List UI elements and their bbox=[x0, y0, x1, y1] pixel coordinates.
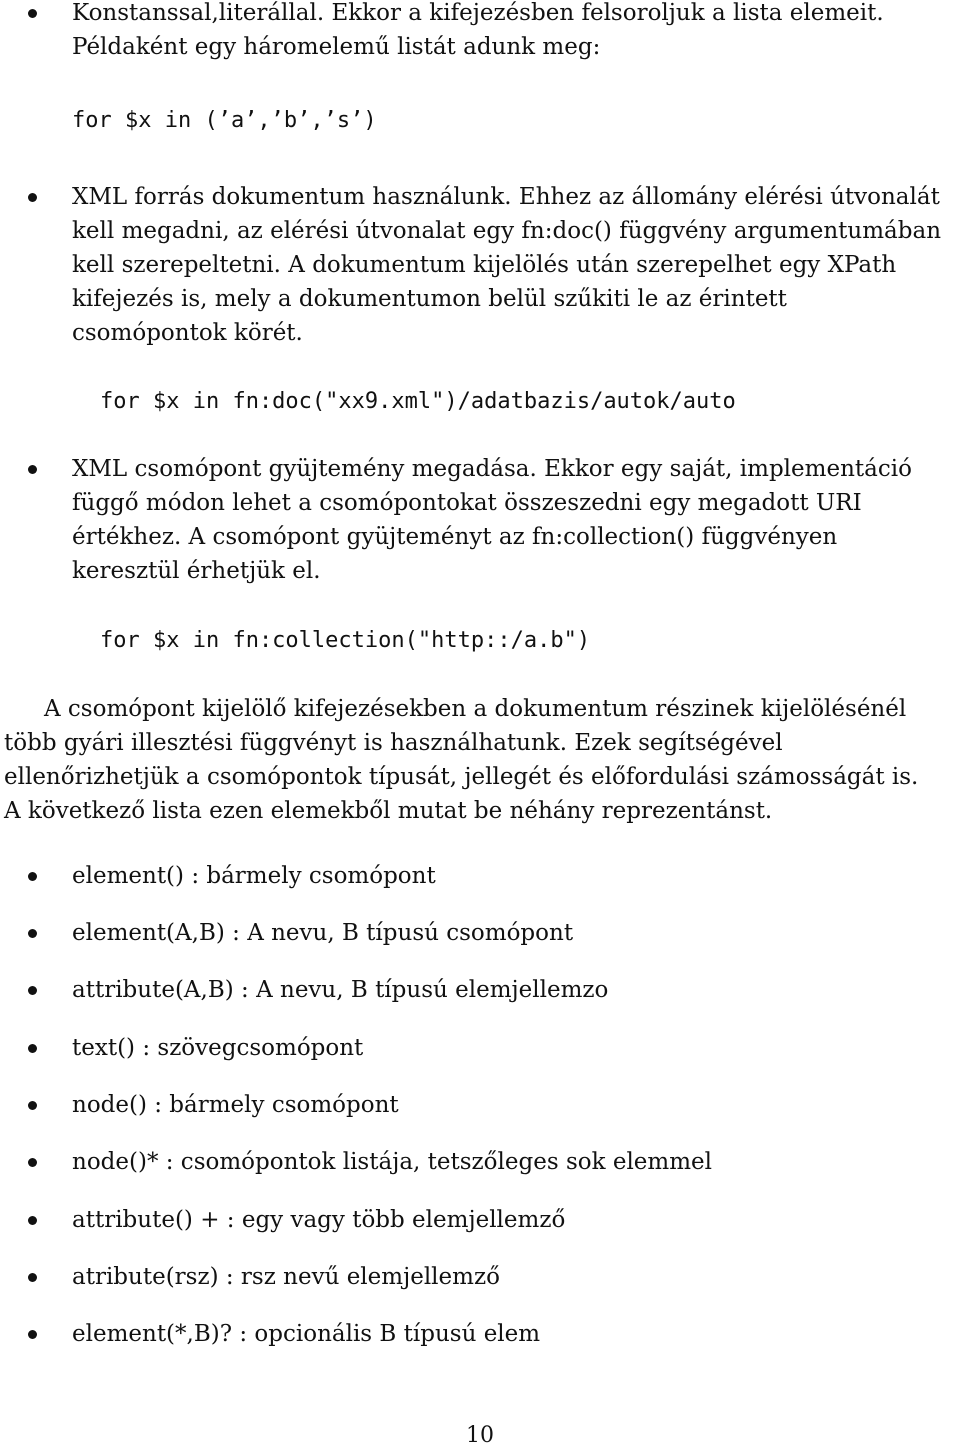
body-paragraph bbox=[4, 692, 936, 828]
bullet-dot bbox=[28, 9, 37, 18]
bullet-dot bbox=[28, 1330, 37, 1339]
bullet-dot bbox=[28, 1158, 37, 1167]
bullet-dot bbox=[28, 193, 37, 202]
list-item-text: attribute(A,B) : A nevu, B típusú elemjellemzo bbox=[72, 977, 609, 1003]
page-number: 10 bbox=[466, 1423, 494, 1448]
code-line-collection: for $x in fn:collection("http::/a.b") bbox=[100, 628, 591, 653]
bullet-dot bbox=[28, 1101, 37, 1110]
bullet-dot bbox=[28, 465, 37, 474]
list-item-text: element(*,B)? : opcionális B típusú elem bbox=[72, 1321, 541, 1347]
bullet-dot bbox=[28, 929, 37, 938]
list-item-text: attribute() + : egy vagy több elemjellemző bbox=[72, 1207, 566, 1233]
code-line-literal: for $x in (’a’,’b’,’s’) bbox=[72, 108, 377, 133]
bullet-text: Konstanssal,literállal. Ekkor a kifejezésben felsoroljuk a lista elemeit. Példaként egy háromelemű listát adunk meg: bbox=[72, 0, 884, 60]
bullet-text: XML forrás dokumentum használunk. Ehhez az állomány elérési útvonalát kell megadni, az elérési útvonalat egy fn:doc() függvény argumentumában kell szerepeltetni. A dokumentum kijelölés után szerepelhet egy XPath kifejezés is, mely a dokumentumon belül szűkiti le az érintett csomópontok körét. bbox=[72, 184, 942, 346]
code-line-doc: for $x in fn:doc("xx9.xml")/adatbazis/autok/auto bbox=[100, 389, 736, 414]
bullet-dot bbox=[28, 872, 37, 881]
paragraph-text: A csomópont kijelölő kifejezésekben a dokumentum részinek kijelölésénél több gyári illesztési függvényt is használhatunk. Ezek segítségével ellenőrizhetjük a csomópontok típusát, jellegét és előfordulási számosságát is. A következő lista ezen elemekből mutat be néhány reprezentánst. bbox=[4, 696, 919, 824]
bullet-dot bbox=[28, 1044, 37, 1053]
list-item-text: node()* : csomópontok listája, tetszőleges sok elemmel bbox=[72, 1149, 713, 1175]
list-item-text: element() : bármely csomópont bbox=[72, 863, 436, 889]
bullet-dot bbox=[28, 1273, 37, 1282]
list-item-text: element(A,B) : A nevu, B típusú csomópont bbox=[72, 920, 574, 946]
bullet-dot bbox=[28, 1216, 37, 1225]
list-item-text: atribute(rsz) : rsz nevű elemjellemző bbox=[72, 1264, 500, 1290]
bullet-dot bbox=[28, 986, 37, 995]
list-item-text: text() : szövegcsomópont bbox=[72, 1035, 364, 1061]
bullet-text: XML csomópont gyüjtemény megadása. Ekkor egy saját, implementáció függő módon lehet a csomópontokat összeszedni egy megadott URI értékhez. A csomópont gyüjteményt az fn:collection() függvényen keresztül érhetjük el. bbox=[72, 456, 912, 584]
list-item-text: node() : bármely csomópont bbox=[72, 1092, 399, 1118]
